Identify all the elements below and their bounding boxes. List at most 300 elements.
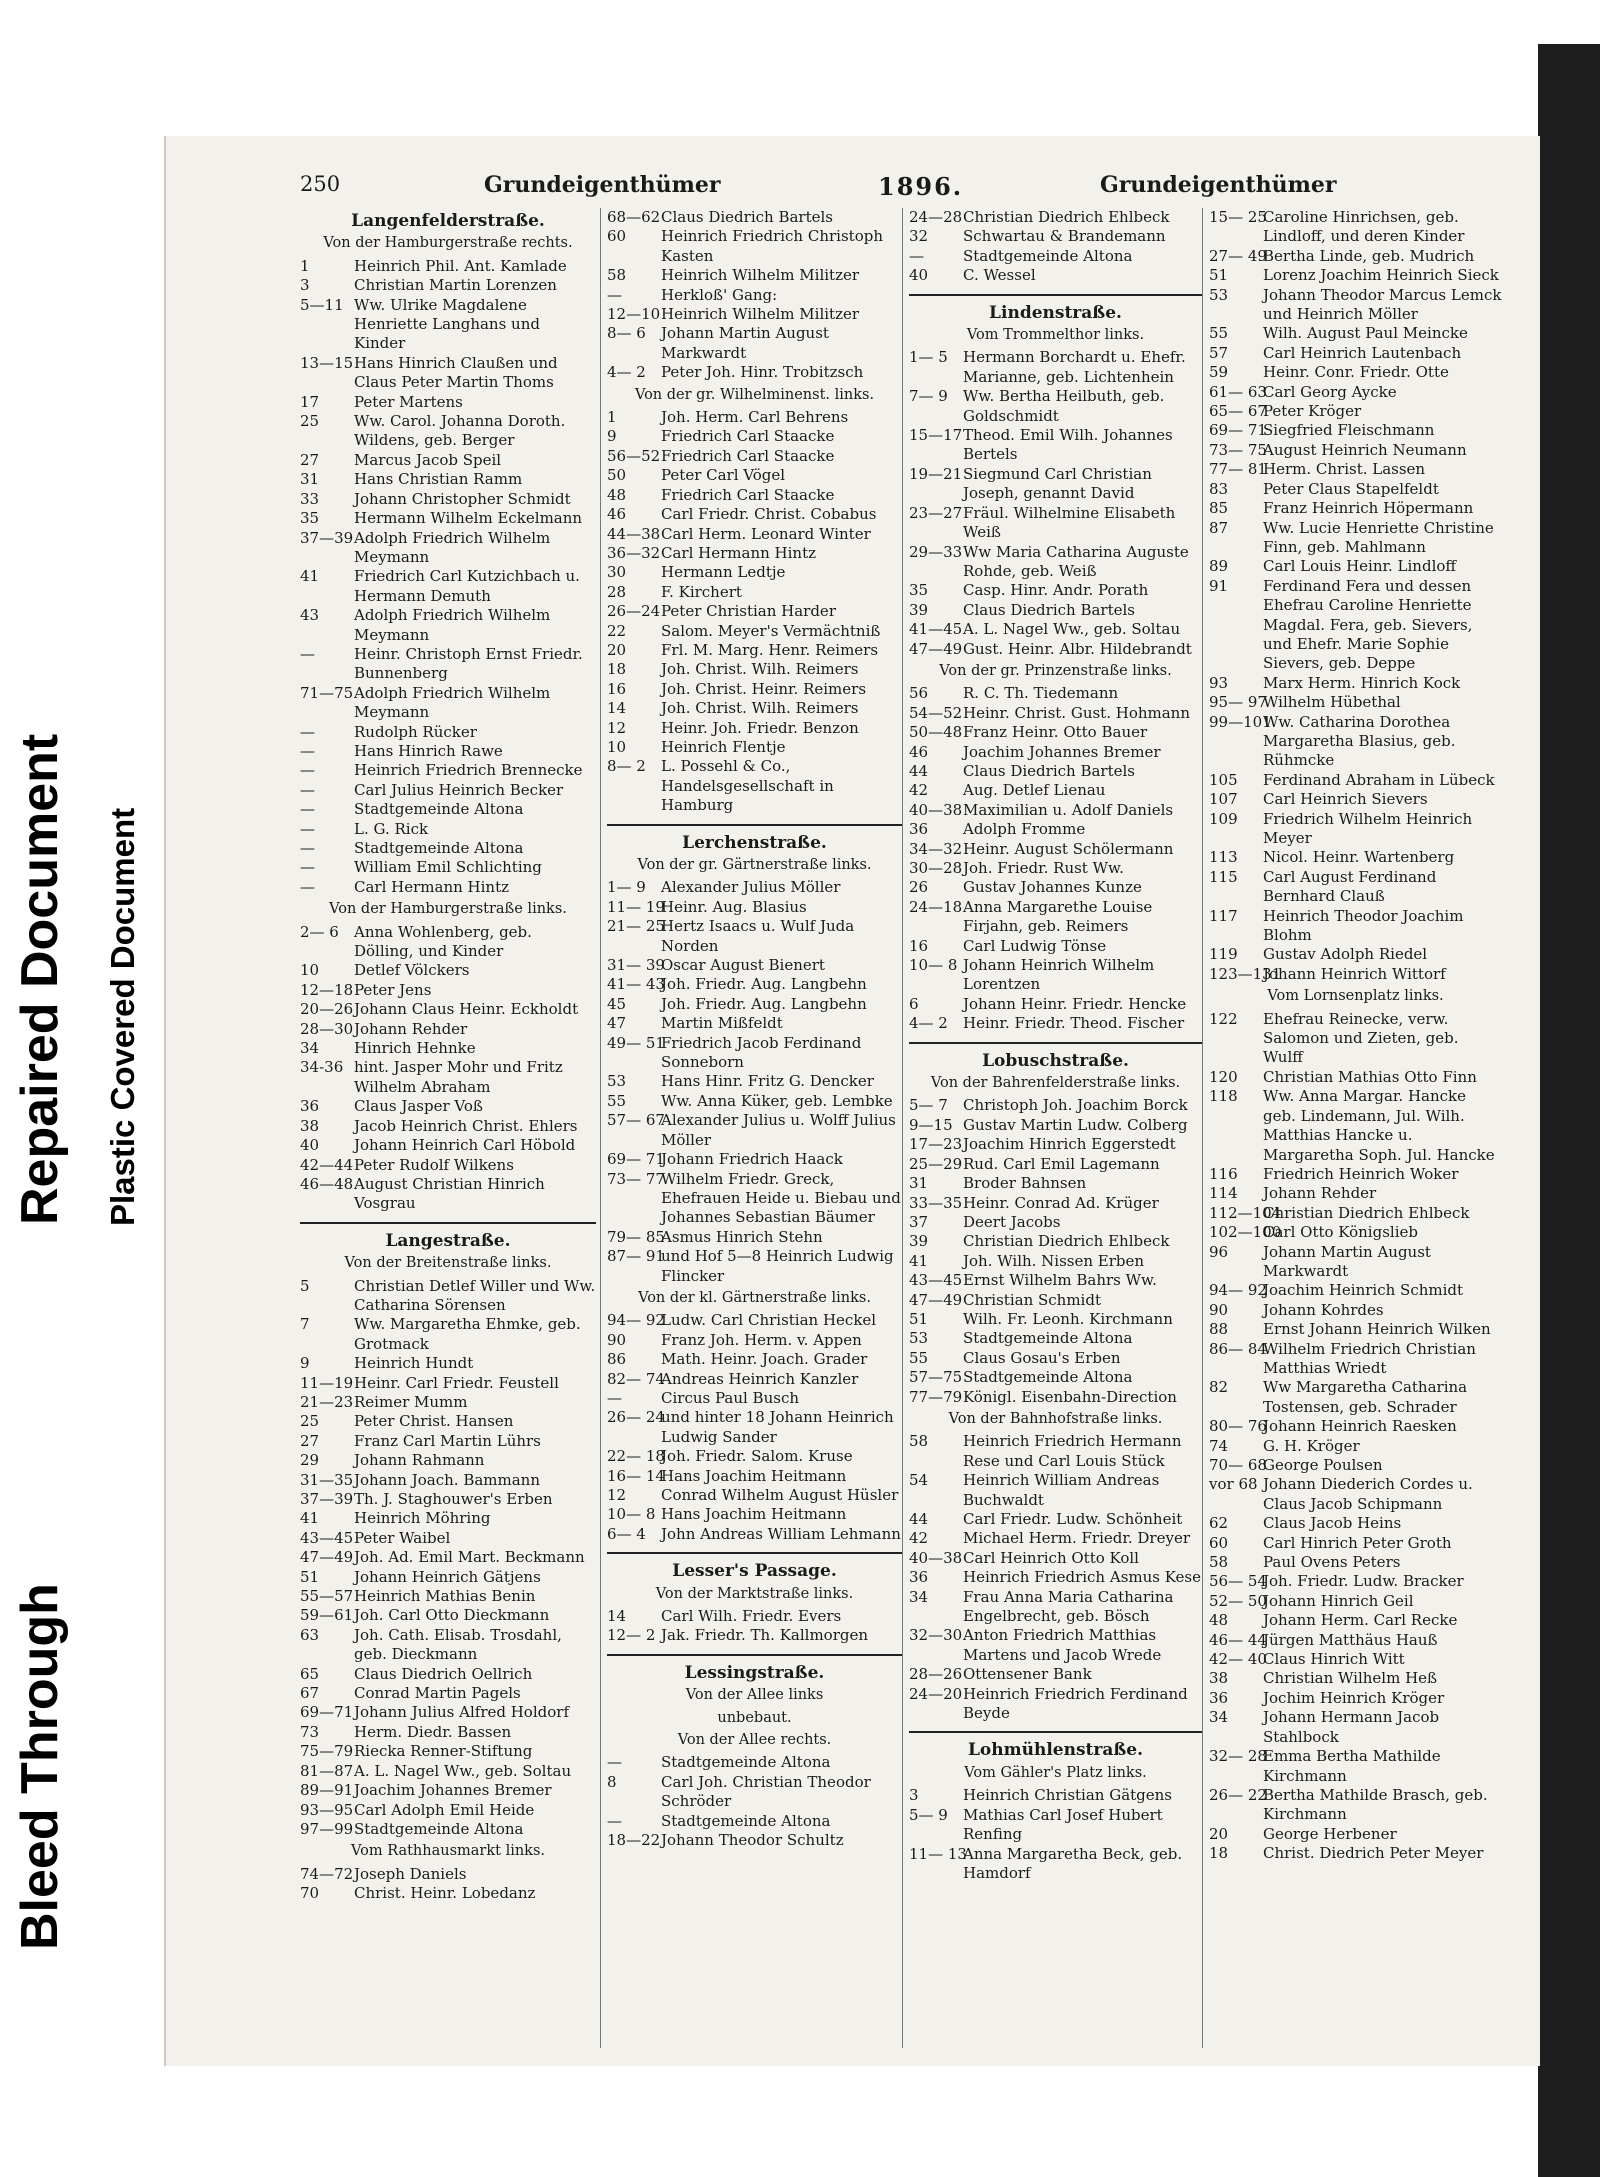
- owner-name: Christian Detlef Willer und Ww. Catharina Sörensen: [354, 1276, 596, 1314]
- house-number: 53: [607, 1072, 627, 1091]
- owner-entry: [1209, 1825, 1502, 1844]
- owner-name: Johann Heinrich Raesken: [1263, 1417, 1457, 1436]
- owner-name: C. Wessel: [963, 266, 1036, 285]
- house-number: 8: [607, 1772, 617, 1791]
- house-number: 30—28: [909, 859, 963, 877]
- owner-entry: [909, 781, 1202, 800]
- owner-entry: [607, 680, 902, 699]
- owner-entry: [909, 1310, 1202, 1329]
- house-number: 51: [1209, 266, 1229, 285]
- owner-name: Carl Joh. Christian Theodor Schröder: [661, 1772, 871, 1811]
- owner-name: Gustav Martin Ludw. Colberg: [963, 1115, 1188, 1134]
- house-number: 13—15: [300, 353, 354, 372]
- owner-entry: [607, 305, 902, 324]
- owner-name: Christ. Diedrich Peter Meyer: [1263, 1844, 1484, 1863]
- owner-name: Joh. Friedr. Aug. Langbehn: [661, 994, 867, 1013]
- owner-entry: [1209, 557, 1502, 576]
- house-number: 26— 24: [607, 1408, 665, 1427]
- house-number: 34: [909, 1587, 929, 1606]
- house-number: 40—38: [909, 1548, 963, 1567]
- street-title: Lobuschstraße.: [909, 1042, 1202, 1071]
- owner-name: Peter Joh. Hinr. Trobitzsch: [661, 363, 864, 382]
- house-number: —: [607, 1753, 622, 1772]
- house-number: 25: [300, 412, 320, 431]
- owner-entry: [909, 1626, 1202, 1665]
- house-number: 94— 92: [1209, 1281, 1267, 1300]
- house-number: 26— 22: [1209, 1785, 1267, 1804]
- owner-name: Aug. Detlef Lienau: [963, 781, 1106, 800]
- owner-name: Carl Heinrich Lautenbach: [1263, 343, 1462, 362]
- owner-entry: [607, 757, 902, 815]
- house-number: 32— 28: [1209, 1747, 1267, 1766]
- owner-name: Heinrich William Andreas Buchwaldt: [963, 1471, 1160, 1509]
- owner-entry: [1209, 1320, 1502, 1339]
- owner-entry: [300, 858, 596, 877]
- owner-entry: [1209, 402, 1502, 421]
- owner-entry: [1209, 1437, 1502, 1456]
- house-number: 3: [300, 276, 310, 295]
- owner-name: Johann Hermann Jacob Stahlbock: [1263, 1708, 1440, 1746]
- house-number: 62: [1209, 1514, 1229, 1533]
- house-number: 102—100: [1209, 1223, 1282, 1242]
- owner-entry: [1209, 480, 1502, 499]
- house-number: 93—95: [300, 1800, 354, 1819]
- owner-name: Hans Joachim Heitmann: [661, 1505, 847, 1524]
- owner-name: Math. Heinr. Joach. Grader: [661, 1350, 868, 1369]
- owner-entry: [607, 1486, 902, 1505]
- house-number: 40: [300, 1136, 320, 1155]
- owner-name: Heinrich Wilhelm Militzer: [661, 305, 860, 324]
- owner-name: Wilhelm Friedr. Greck, Ehefrauen Heide u. Biebau und Johannes Sebastian Bäumer: [661, 1169, 901, 1227]
- owner-entry: [607, 1408, 902, 1447]
- house-number: 6: [909, 994, 919, 1013]
- owner-entry: [1209, 1165, 1502, 1184]
- owner-entry: [607, 719, 902, 738]
- owner-entry: [1209, 1010, 1502, 1068]
- owner-name: Joh. Friedr. Salom. Kruse: [661, 1447, 853, 1466]
- house-number: 115: [1209, 867, 1238, 886]
- owner-name: Königl. Eisenbahn-Direction: [963, 1387, 1177, 1406]
- owner-entry: [300, 1548, 596, 1567]
- owner-entry: [300, 1039, 596, 1058]
- owner-name: Carl Ludwig Tönse: [963, 936, 1107, 955]
- house-number: 50—48: [909, 723, 963, 742]
- house-number: 73— 75: [1209, 440, 1267, 459]
- owner-entry: [909, 227, 1202, 246]
- house-number: 27: [300, 1431, 320, 1450]
- owner-entry: [300, 490, 596, 509]
- house-number: 70: [300, 1884, 320, 1903]
- owner-name: Heinr. Friedr. Theod. Fischer: [963, 1014, 1185, 1033]
- house-number: 17—23: [909, 1135, 963, 1154]
- column-3: [902, 208, 1202, 2048]
- street-section: [607, 824, 902, 1286]
- house-number: 24—28: [909, 208, 963, 226]
- owner-entry: [1209, 1301, 1502, 1320]
- owner-entry: [607, 505, 902, 524]
- owner-entry: [300, 761, 596, 780]
- owner-entry: [300, 393, 596, 412]
- owner-name: Stadtgemeinde Altona: [963, 1329, 1133, 1348]
- owner-name: Claus Jasper Voß: [354, 1097, 483, 1116]
- owner-name: Conrad Martin Pagels: [354, 1684, 521, 1703]
- owner-entry: [909, 1096, 1202, 1115]
- owner-name: Mathias Carl Josef Hubert Renfing: [963, 1805, 1163, 1844]
- column-4: [1202, 208, 1502, 2048]
- owner-entry: [607, 1370, 902, 1389]
- owner-name: Anna Margarethe Louise Firjahn, geb. Reimers: [963, 897, 1153, 936]
- house-number: 47: [607, 1014, 627, 1033]
- street-title: Langestraße.: [300, 1222, 596, 1251]
- owner-name: Bertha Linde, geb. Mudrich: [1263, 246, 1475, 265]
- owner-name: Heinrich Christian Gätgens: [963, 1786, 1173, 1805]
- owner-entry: [300, 645, 596, 684]
- house-number: 52— 50: [1209, 1591, 1267, 1610]
- owner-entry: [607, 583, 902, 602]
- owner-name: Stadtgemeinde Altona: [661, 1753, 831, 1772]
- house-number: 21— 25: [607, 917, 665, 936]
- owner-name: Johann Kohrdes: [1263, 1300, 1384, 1319]
- house-number: 10: [607, 737, 627, 756]
- house-number: 23—27: [909, 503, 963, 522]
- street-section: [300, 1222, 596, 1840]
- owner-entry: [1209, 1553, 1502, 1572]
- house-number: 31—35: [300, 1470, 354, 1489]
- owner-entry: [607, 486, 902, 505]
- owner-name: Hertz Isaacs u. Wulf Juda Norden: [661, 917, 855, 955]
- owner-name: Gustav Adolph Riedel: [1263, 945, 1428, 964]
- house-number: 41—45: [909, 620, 963, 639]
- owner-entry: [1209, 1592, 1502, 1611]
- owner-name: Stadtgemeinde Altona: [354, 1819, 524, 1838]
- house-number: 73— 77: [607, 1169, 665, 1188]
- owner-entry: [607, 324, 902, 363]
- owner-entry: [607, 1170, 902, 1228]
- house-number: 91: [1209, 576, 1229, 595]
- house-number: 37: [909, 1212, 929, 1231]
- owner-name: Johann Rehder: [1263, 1184, 1377, 1203]
- owner-entry: [909, 1786, 1202, 1805]
- house-number: 90: [1209, 1300, 1229, 1319]
- street-section: [1209, 987, 1502, 1863]
- house-number: 90: [607, 1330, 627, 1349]
- house-number: 20—26: [300, 1000, 354, 1019]
- house-number: 11— 19: [607, 897, 665, 916]
- house-number: 34: [1209, 1708, 1229, 1727]
- owner-name: Heinrich Friedrich Hermann Rese und Carl Louis Stück: [963, 1432, 1182, 1470]
- owner-entry: [1209, 868, 1502, 907]
- house-number: —: [300, 800, 315, 819]
- owner-entry: [607, 1812, 902, 1831]
- owner-name: Stadtgemeinde Altona: [354, 800, 524, 819]
- owner-name: Joachim Hinrich Eggerstedt: [963, 1135, 1176, 1154]
- owner-name: Siegfried Fleischmann: [1263, 421, 1435, 440]
- owner-name: Siegmund Carl Christian Joseph, genannt David: [963, 464, 1152, 503]
- owner-entry: [1209, 1204, 1502, 1223]
- owner-name: Marcus Jacob Speil: [354, 450, 502, 469]
- owner-entry: [300, 684, 596, 723]
- owner-name: Hans Christian Ramm: [354, 470, 523, 489]
- house-number: 18: [607, 660, 627, 679]
- owner-name: Ernst Wilhelm Bahrs Ww.: [963, 1271, 1157, 1290]
- street-section: [909, 662, 1202, 1034]
- owner-entry: [607, 408, 902, 427]
- house-number: 24—18: [909, 897, 963, 916]
- house-number: 97—99: [300, 1819, 354, 1838]
- owner-name: Reimer Mumm: [354, 1392, 468, 1411]
- house-number: 42: [909, 1529, 929, 1548]
- street-title: Lesser's Passage.: [607, 1552, 902, 1581]
- owner-entry: [909, 1213, 1202, 1232]
- street-section: [607, 1654, 902, 1851]
- owner-name: Johann Friedrich Haack: [661, 1150, 843, 1169]
- owner-name: Caroline Hinrichsen, geb. Lindloff, und deren Kinder: [1263, 208, 1465, 246]
- house-number: 41: [300, 567, 320, 586]
- house-number: 87— 91: [607, 1247, 665, 1266]
- owner-entry: [300, 878, 596, 897]
- owner-entry: [607, 1111, 902, 1150]
- house-number: 1: [607, 408, 617, 427]
- owner-entry: [607, 1092, 902, 1111]
- owner-name: Hans Joachim Heitmann: [661, 1466, 847, 1485]
- owner-entry: [607, 1831, 902, 1850]
- house-number: 40—38: [909, 800, 963, 819]
- house-number: 56: [909, 684, 929, 703]
- owner-entry: [607, 917, 902, 956]
- house-number: 12—10: [607, 305, 661, 324]
- owner-entry: [909, 1368, 1202, 1387]
- house-number: 20: [1209, 1824, 1229, 1843]
- owner-name: Johann Heinr. Friedr. Hencke: [963, 994, 1187, 1013]
- owner-entry: [300, 1451, 596, 1470]
- house-number: 55: [909, 1348, 929, 1367]
- house-number: 11— 13: [909, 1844, 967, 1863]
- owner-entry: [607, 1525, 902, 1544]
- house-number: —: [607, 1811, 622, 1830]
- owner-entry: [1209, 577, 1502, 674]
- owner-entry: [909, 1135, 1202, 1154]
- house-number: 18: [1209, 1844, 1229, 1863]
- house-number: 58: [607, 266, 627, 285]
- house-number: —: [300, 644, 315, 663]
- house-number: 30: [607, 563, 627, 582]
- owner-name: Friedrich Carl Staacke: [661, 485, 835, 504]
- house-number: 68—62: [607, 208, 661, 226]
- owner-name: Friedrich Carl Kutzichbach u. Hermann Demuth: [354, 567, 580, 605]
- house-number: 48: [607, 485, 627, 504]
- bleed-through-label: Bleed Through: [11, 1583, 69, 1950]
- owner-name: Heinrich Flentje: [661, 737, 786, 756]
- house-number: 38: [300, 1116, 320, 1135]
- owner-name: Joachim Johannes Bremer: [963, 742, 1161, 761]
- house-number: 45: [607, 994, 627, 1013]
- owner-entry: [909, 1432, 1202, 1471]
- owner-name: Johann Herm. Carl Recke: [1263, 1611, 1458, 1630]
- house-number: 89—91: [300, 1781, 354, 1800]
- owner-entry: [300, 1354, 596, 1373]
- owner-name: Friedrich Heinrich Woker: [1263, 1164, 1459, 1183]
- street-section: [1209, 208, 1502, 984]
- owner-name: Heinr. Aug. Blasius: [661, 897, 807, 916]
- house-number: 35: [909, 581, 929, 600]
- owner-name: Stadtgemeinde Altona: [661, 1811, 831, 1830]
- owner-name: Martin Mißfeldt: [661, 1014, 783, 1033]
- owner-name: Franz Heinrich Höpermann: [1263, 499, 1474, 518]
- owner-entry: [909, 1194, 1202, 1213]
- owner-name: Paul Ovens Peters: [1263, 1553, 1401, 1572]
- owner-name: Anton Friedrich Matthias Martens und Jacob Wrede: [963, 1626, 1162, 1664]
- owner-entry: [1209, 810, 1502, 849]
- column-1: [300, 208, 596, 2048]
- house-number: 25—29: [909, 1154, 963, 1173]
- owner-entry: [909, 1665, 1202, 1684]
- owner-name: George Herbener: [1263, 1824, 1397, 1843]
- house-number: 5: [300, 1276, 310, 1295]
- owner-entry: [909, 1155, 1202, 1174]
- street-section: [607, 1289, 902, 1544]
- owner-entry: [607, 1389, 902, 1408]
- owner-name: Marx Herm. Hinrich Kock: [1263, 673, 1461, 692]
- house-number: 113: [1209, 848, 1238, 867]
- owner-entry: [1209, 1786, 1502, 1825]
- owner-name: Claus Diedrich Bartels: [963, 600, 1135, 619]
- owner-name: Circus Paul Busch: [661, 1388, 800, 1407]
- owner-entry: [1209, 1631, 1502, 1650]
- direction-note: Von der Allee links: [685, 1687, 824, 1704]
- owner-entry: [607, 363, 902, 382]
- owner-entry: [1209, 1689, 1502, 1708]
- owner-entry: [909, 840, 1202, 859]
- house-number: 70— 68: [1209, 1456, 1267, 1474]
- owner-name: Friedrich Jacob Ferdinand Sonneborn: [661, 1033, 862, 1072]
- house-number: 4— 2: [909, 1014, 948, 1033]
- owner-name: Joachim Heinrich Schmidt: [1263, 1281, 1464, 1300]
- owner-name: Jochim Heinrich Kröger: [1263, 1688, 1445, 1707]
- house-number: 42— 40: [1209, 1650, 1267, 1669]
- owner-name: Claus Diedrich Oellrich: [354, 1664, 533, 1683]
- owner-entry: [909, 820, 1202, 839]
- owner-entry: [300, 1000, 596, 1019]
- owner-name: Alexander Julius u. Wolff Julius Möller: [661, 1111, 896, 1149]
- owner-entry: [607, 602, 902, 621]
- house-number: 77—79: [909, 1387, 963, 1406]
- owner-name: Hermann Borchardt u. Ehefr. Marianne, geb. Lichtenhein: [963, 348, 1186, 386]
- owner-entry: [607, 995, 902, 1014]
- house-number: 36: [909, 820, 929, 839]
- owner-name: Peter Kröger: [1263, 402, 1362, 421]
- owner-name: Carl Herm. Leonard Winter: [661, 524, 871, 543]
- owner-entry: [909, 247, 1202, 266]
- house-number: 7— 9: [909, 387, 948, 406]
- owner-name: Carl Heinrich Otto Koll: [963, 1548, 1139, 1567]
- owner-name: Frau Anna Maria Catharina Engelbrecht, geb. Bösch: [963, 1587, 1174, 1626]
- house-number: 36: [1209, 1688, 1229, 1707]
- street-title: Lessingstraße.: [607, 1654, 902, 1683]
- owner-name: Heinr. Christ. Gust. Hohmann: [963, 703, 1191, 722]
- owner-entry: [607, 878, 902, 897]
- house-number: 107: [1209, 790, 1238, 809]
- house-number: 65— 67: [1209, 402, 1267, 421]
- page-header: [166, 172, 1540, 206]
- house-number: 61— 63: [1209, 382, 1267, 401]
- house-number: 12—18: [300, 980, 354, 999]
- house-number: 12: [607, 718, 627, 737]
- owner-entry: [1209, 1534, 1502, 1553]
- owner-name: Johann Diederich Cordes u. Claus Jacob Schipmann: [1263, 1475, 1473, 1513]
- owner-entry: [607, 563, 902, 582]
- house-number: 5— 7: [909, 1096, 948, 1115]
- owner-entry: [607, 738, 902, 757]
- house-number: 32: [909, 227, 929, 246]
- owner-name: Oscar August Bienert: [661, 956, 825, 975]
- street-section: [909, 208, 1202, 286]
- house-number: 58: [1209, 1553, 1229, 1572]
- owner-name: Wilh. Fr. Leonh. Kirchmann: [963, 1309, 1173, 1328]
- house-number: —: [300, 839, 315, 857]
- owner-name: Hans Hinrich Claußen und Claus Peter Martin Thoms: [354, 353, 558, 392]
- house-number: 120: [1209, 1067, 1238, 1086]
- owner-name: Nicol. Heinr. Wartenberg: [1263, 848, 1455, 867]
- house-number: 82— 74: [607, 1369, 665, 1388]
- owner-entry: [909, 704, 1202, 723]
- owner-name: Broder Bahnsen: [963, 1174, 1087, 1193]
- scanner-edge-bar: [1538, 44, 1600, 2177]
- owner-entry: [909, 859, 1202, 878]
- street-section: [909, 1731, 1202, 1883]
- owner-entry: [1209, 363, 1502, 382]
- owner-entry: [300, 1529, 596, 1548]
- owner-name: Ww Maria Catharina Auguste Rohde, geb. Weiß: [963, 542, 1189, 580]
- owner-name: Jak. Friedr. Th. Kallmorgen: [661, 1626, 869, 1645]
- house-number: 59—61: [300, 1606, 354, 1625]
- house-number: 12: [607, 1486, 627, 1504]
- owner-name: Ehefrau Reinecke, verw. Salomon und Zieten, geb. Wulff: [1263, 1009, 1459, 1067]
- house-number: 6— 4: [607, 1524, 646, 1543]
- repaired-document-label: Repaired Document: [11, 733, 69, 1225]
- owner-entry: [300, 1393, 596, 1412]
- house-number: 118: [1209, 1087, 1238, 1106]
- owner-name: Joh. Christ. Wilh. Reimers: [661, 660, 859, 679]
- owner-name: Heinr. Conr. Friedr. Otte: [1263, 363, 1449, 382]
- owner-name: Andreas Heinrich Kanzler: [661, 1369, 859, 1388]
- direction-note: Von der kl. Gärtnerstraße links.: [638, 1289, 871, 1306]
- direction-note: Von der Bahrenfelderstraße links.: [930, 1075, 1181, 1092]
- owner-name: Claus Gosau's Erben: [963, 1348, 1121, 1367]
- owner-entry: [909, 1116, 1202, 1135]
- owner-entry: [1209, 907, 1502, 946]
- house-number: 112—104: [1209, 1203, 1282, 1222]
- owner-name: Carl Julius Heinrich Becker: [354, 780, 564, 799]
- house-number: 57—75: [909, 1368, 963, 1387]
- owner-name: Ww. Carol. Johanna Doroth. Wildens, geb. Berger: [354, 412, 566, 450]
- owner-name: Adolph Friedrich Wilhelm Meymann: [354, 683, 551, 722]
- owner-entry: [909, 1510, 1202, 1529]
- direction-note: Von der Hamburgerstraße rechts.: [323, 235, 573, 252]
- owner-entry: [1209, 519, 1502, 558]
- owner-entry: [1209, 208, 1502, 247]
- owner-entry: [1209, 1456, 1502, 1475]
- owner-name: Heinrich Mathias Benin: [354, 1587, 536, 1606]
- house-number: 83: [1209, 479, 1229, 498]
- house-number: 22— 18: [607, 1447, 665, 1466]
- house-number: 73: [300, 1722, 320, 1741]
- owner-entry: [909, 1014, 1202, 1033]
- owner-entry: [1209, 693, 1502, 712]
- owner-name: August Heinrich Neumann: [1263, 440, 1467, 459]
- house-number: 32—30: [909, 1626, 963, 1645]
- direction-note: Von der Bahnhofstraße links.: [948, 1410, 1163, 1427]
- document-page: [166, 136, 1540, 2066]
